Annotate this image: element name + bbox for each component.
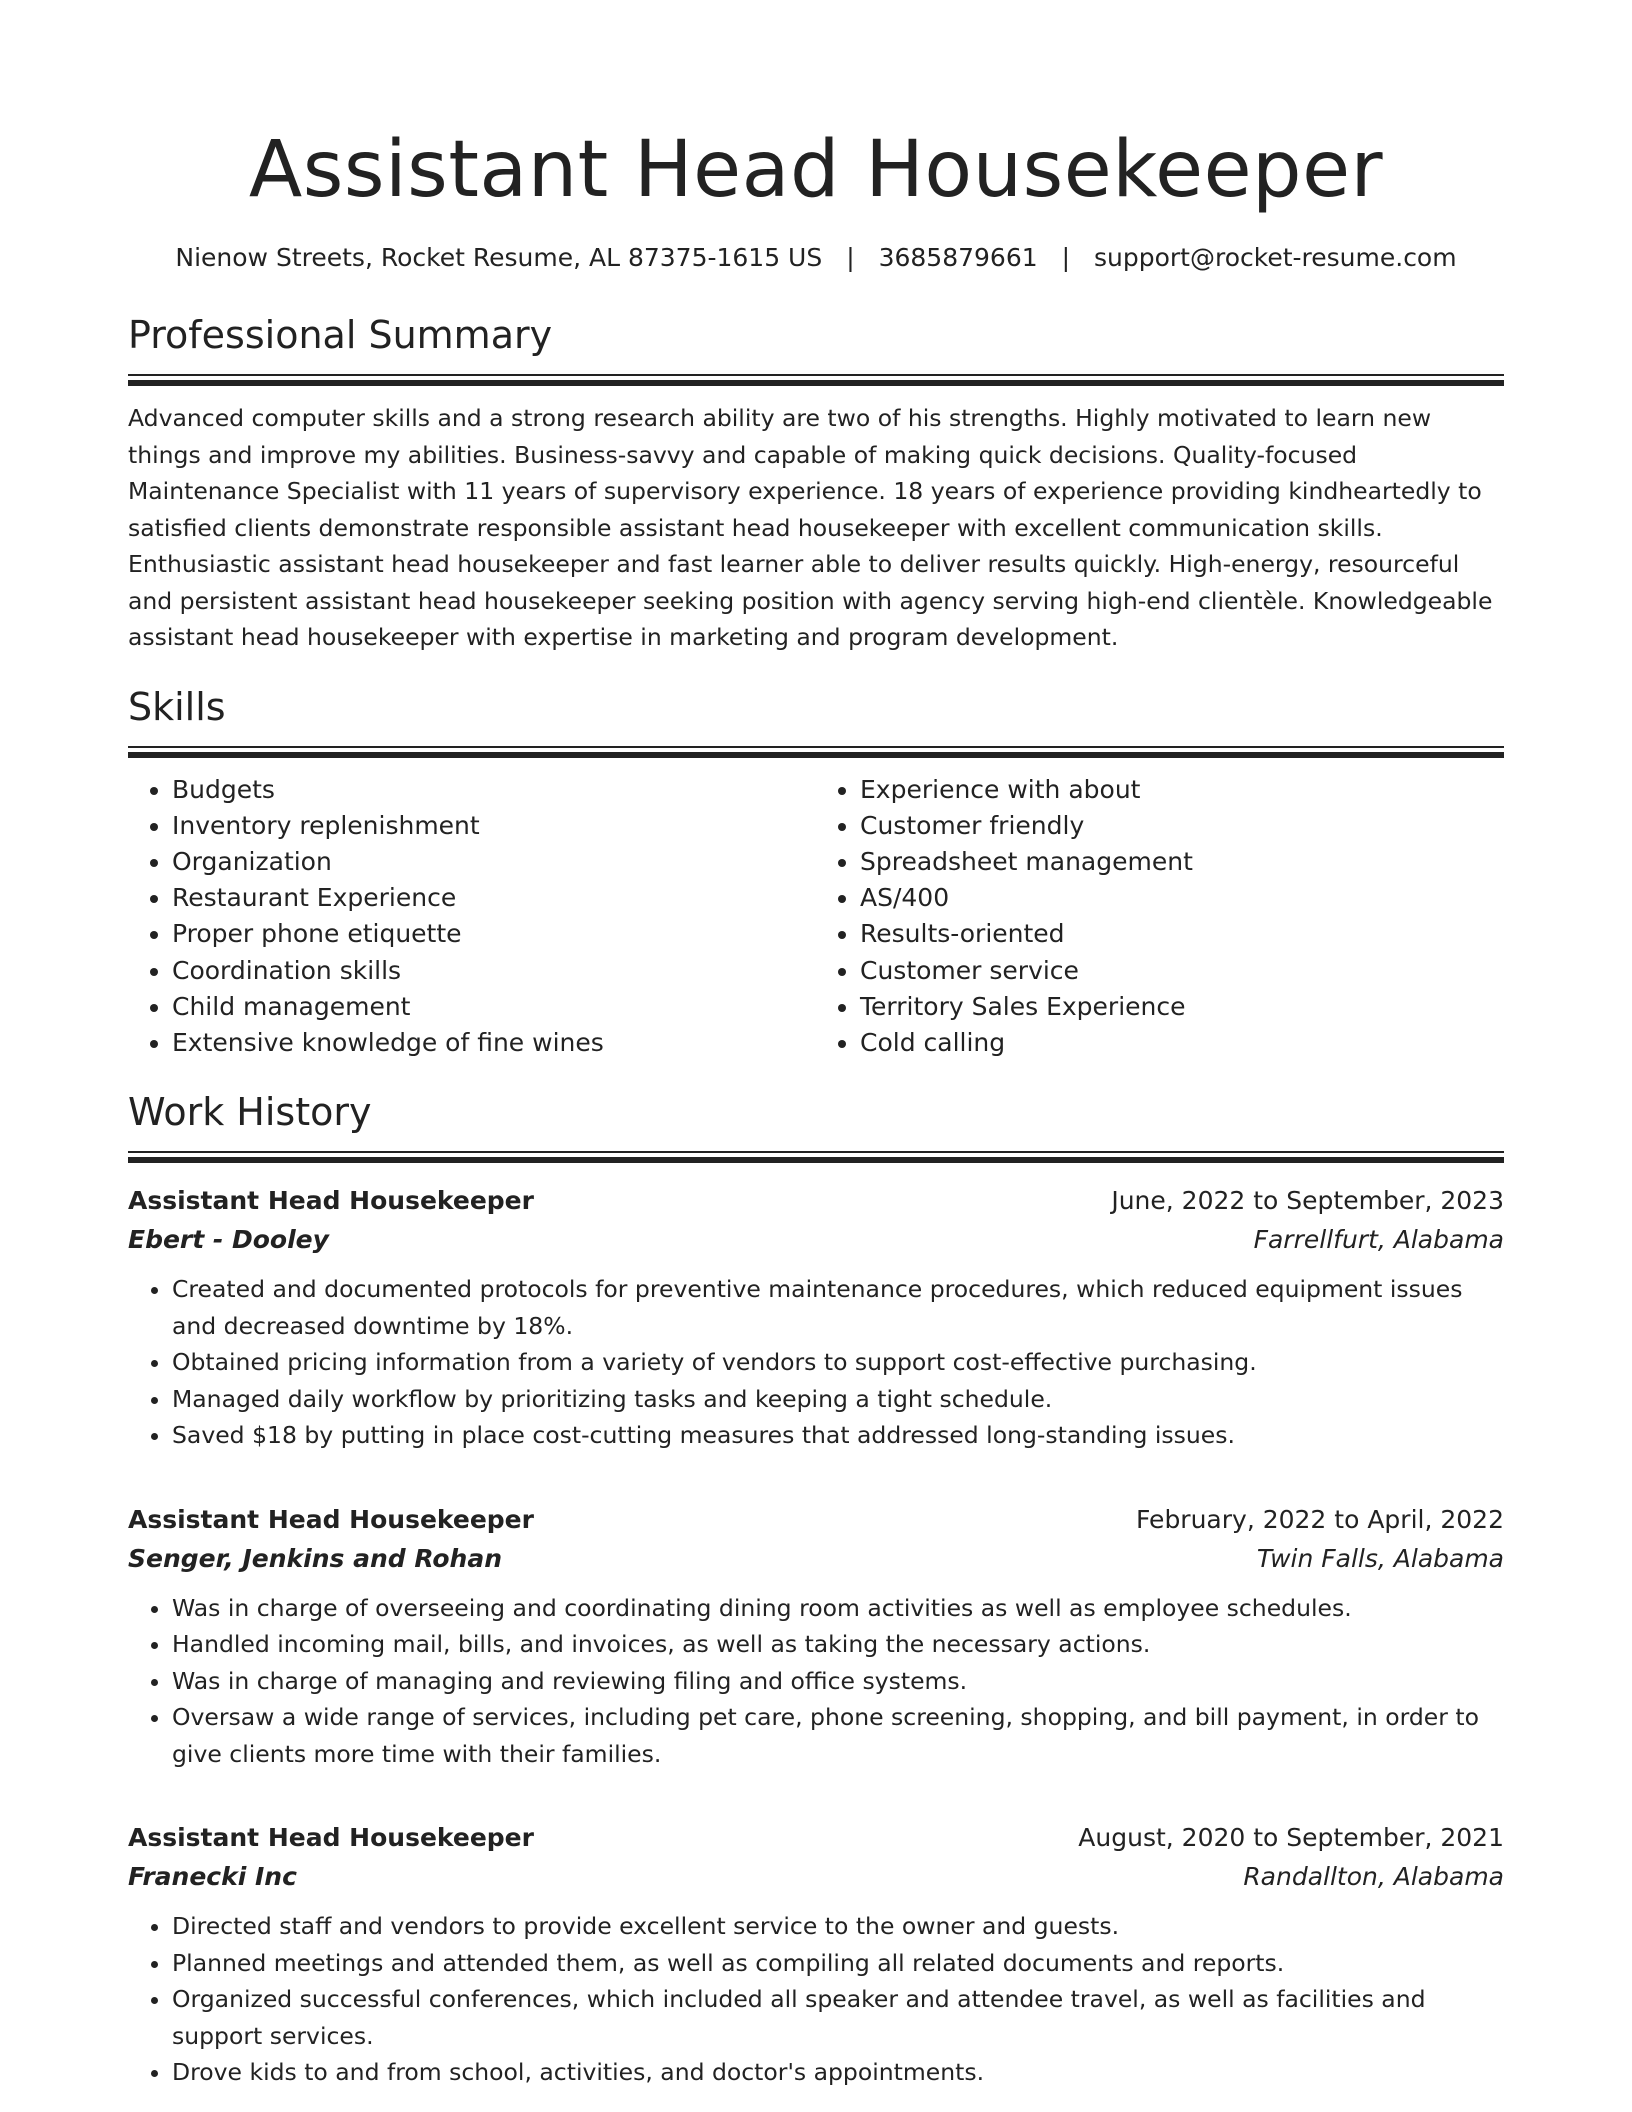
job-bullet: • Directed staff and vendors to provide excellent service to the owner and guests. bbox=[172, 1908, 1504, 1945]
job-bullet: • Oversaw a wide range of services, including pet care, phone screening, shopping, and bill payment, in order to give clients more time with their families. bbox=[172, 1699, 1504, 1772]
summary-text: Advanced computer skills and a strong research ability are two of his strengths. Highly motivated to learn new things and improve my abilities. Business-savvy and capable of making quick decisions. Quality-focused Maintenance Specialist with 11 years of supervisory experience. 18 years of experience providing kindheartedly to satisfied clients demonstrate responsible assistant head housekeeper with excellent communication skills. Enthusiastic assistant head housekeeper and fast learner able to deliver results quickly. High-energy, resourceful and persistent assistant head housekeeper seeking position with agency serving high-end clientèle. Knowledgeable assistant head housekeeper with expertise in marketing and program development. bbox=[128, 404, 1493, 651]
job-bullet: • Organized successful conferences, which included all speaker and attendee travel, as well as facilities and support services. bbox=[172, 1981, 1504, 2054]
summary-section bbox=[128, 310, 1504, 656]
job-bullet-list bbox=[128, 1590, 1504, 1773]
job-subheader-row bbox=[128, 1221, 1504, 1259]
skill-item: • Proper phone etiquette bbox=[172, 916, 816, 952]
section-title-skills: Skills bbox=[128, 684, 226, 729]
skills-section bbox=[128, 682, 1504, 1062]
candidate-name: Assistant Head Housekeeper bbox=[248, 125, 1384, 215]
skill-item: • Extensive knowledge of fine wines bbox=[172, 1025, 816, 1061]
contact-separator: | bbox=[1061, 243, 1071, 272]
job-entry bbox=[128, 1181, 1504, 1454]
skill-item: • Child management bbox=[172, 989, 816, 1025]
job-dates: June, 2022 to September, 2023 bbox=[1111, 1186, 1504, 1216]
job-dates: August, 2020 to September, 2021 bbox=[1078, 1823, 1504, 1853]
skill-item: • AS/400 bbox=[860, 880, 1504, 916]
skill-item: • Organization bbox=[172, 844, 816, 880]
job-entry bbox=[128, 1818, 1504, 2091]
job-bullet: • Handled incoming mail, bills, and invoices, as well as taking the necessary actions. bbox=[172, 1626, 1504, 1663]
skill-item: • Coordination skills bbox=[172, 953, 816, 989]
job-company: Senger, Jenkins and Rohan bbox=[128, 1543, 503, 1573]
contact-line bbox=[128, 240, 1504, 276]
skill-item: • Results-oriented bbox=[860, 916, 1504, 952]
skill-item: • Customer friendly bbox=[860, 808, 1504, 844]
job-title: Assistant Head Housekeeper bbox=[128, 1504, 534, 1534]
contact-address: Nienow Streets, Rocket Resume, AL 87375-1615 US bbox=[175, 243, 823, 272]
job-title: Assistant Head Housekeeper bbox=[128, 1823, 534, 1853]
job-subheader-row bbox=[128, 1858, 1504, 1896]
job-bullet: • Planned meetings and attended them, as well as compiling all related documents and reports. bbox=[172, 1945, 1504, 1982]
job-bullet: • Obtained pricing information from a variety of vendors to support cost-effective purchasing. bbox=[172, 1344, 1504, 1381]
skill-item: • Restaurant Experience bbox=[172, 880, 816, 916]
job-bullet-list bbox=[128, 1271, 1504, 1454]
job-title: Assistant Head Housekeeper bbox=[128, 1186, 534, 1216]
section-rule-thin bbox=[128, 746, 1504, 748]
section-rule-thick bbox=[128, 380, 1504, 386]
skill-item: • Territory Sales Experience bbox=[860, 989, 1504, 1025]
section-rule-thin bbox=[128, 1151, 1504, 1153]
job-location: Farrellfurt, Alabama bbox=[1253, 1225, 1504, 1255]
job-company: Ebert - Dooley bbox=[128, 1225, 329, 1255]
job-location: Randallton, Alabama bbox=[1243, 1862, 1504, 1892]
job-location: Twin Falls, Alabama bbox=[1256, 1543, 1504, 1573]
job-header-row bbox=[128, 1181, 1504, 1221]
skill-item: • Cold calling bbox=[860, 1025, 1504, 1061]
job-bullet: • Saved $18 by putting in place cost-cutting measures that addressed long-standing issues. bbox=[172, 1417, 1504, 1454]
skills-columns bbox=[128, 772, 1504, 1062]
skill-item: • Spreadsheet management bbox=[860, 844, 1504, 880]
work-history-section bbox=[128, 1087, 1504, 2091]
section-rule-thin bbox=[128, 374, 1504, 376]
job-bullet: • Was in charge of managing and reviewing filing and office systems. bbox=[172, 1663, 1504, 1700]
contact-phone: 3685879661 bbox=[878, 243, 1038, 272]
skills-list-left bbox=[128, 772, 816, 1062]
skills-list-right bbox=[816, 772, 1504, 1062]
section-rule-thick bbox=[128, 1157, 1504, 1163]
contact-email: support@rocket-resume.com bbox=[1093, 243, 1457, 272]
section-title-work-history: Work History bbox=[128, 1090, 372, 1135]
job-bullet: • Managed daily workflow by prioritizing tasks and keeping a tight schedule. bbox=[172, 1381, 1504, 1418]
job-header-row bbox=[128, 1500, 1504, 1540]
skill-item: • Experience with about bbox=[860, 772, 1504, 808]
job-subheader-row bbox=[128, 1540, 1504, 1578]
job-bullet: • Drove kids to and from school, activities, and doctor's appointments. bbox=[172, 2054, 1504, 2091]
section-title-summary: Professional Summary bbox=[128, 313, 553, 357]
contact-separator: | bbox=[846, 243, 855, 272]
job-entry bbox=[128, 1500, 1504, 1773]
job-bullet-list bbox=[128, 1908, 1504, 2091]
section-rule-thick bbox=[128, 752, 1504, 758]
skill-item: • Customer service bbox=[860, 953, 1504, 989]
job-company: Franecki Inc bbox=[128, 1862, 297, 1892]
skill-item: • Budgets bbox=[172, 772, 816, 808]
job-dates: February, 2022 to April, 2022 bbox=[1136, 1504, 1504, 1534]
job-bullet: • Was in charge of overseeing and coordinating dining room activities as well as employee schedules. bbox=[172, 1590, 1504, 1627]
skill-item: • Inventory replenishment bbox=[172, 808, 816, 844]
job-bullet: • Created and documented protocols for preventive maintenance procedures, which reduced equipment issues and decreased downtime by 18%. bbox=[172, 1271, 1504, 1344]
resume-page bbox=[128, 0, 1504, 2091]
job-header-row bbox=[128, 1818, 1504, 1858]
